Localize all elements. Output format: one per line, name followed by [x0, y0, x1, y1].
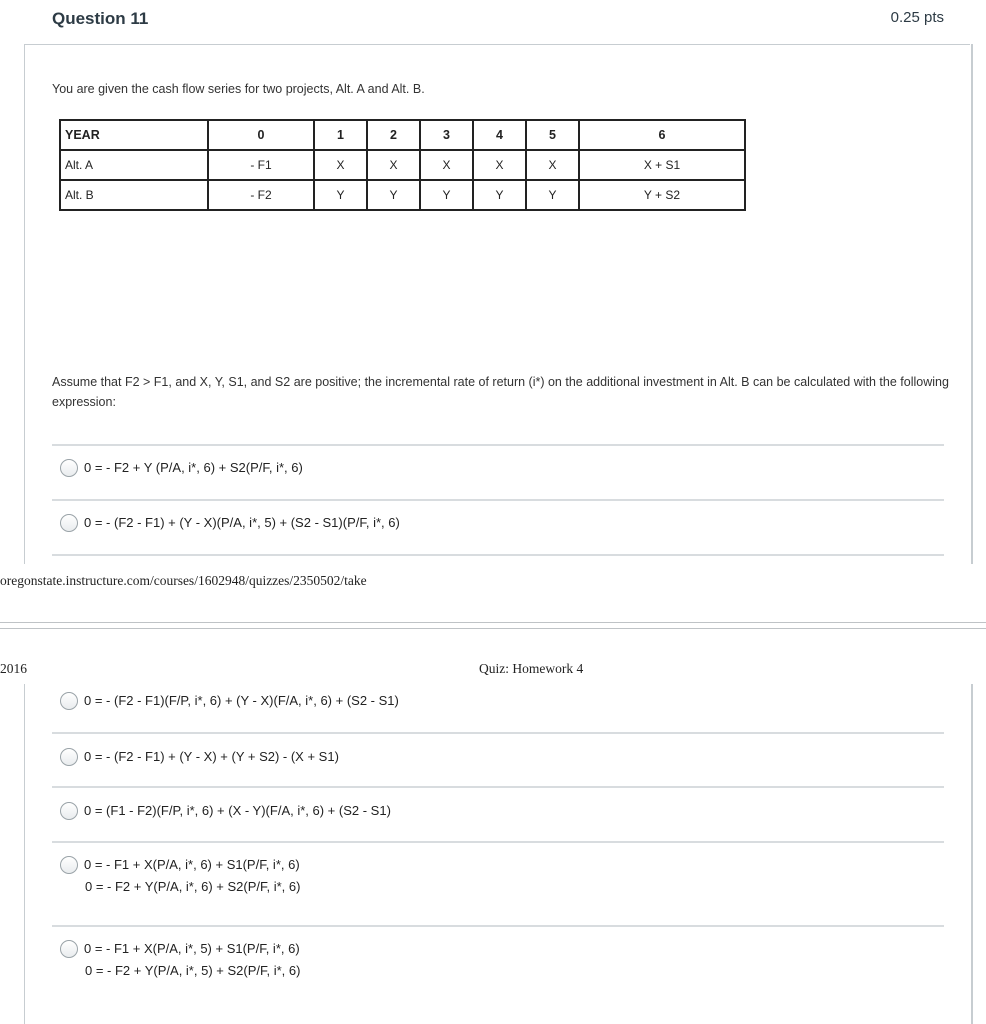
answer-option-4[interactable]: [60, 746, 339, 768]
table-header-cell: 3: [420, 120, 473, 150]
radio-button[interactable]: [60, 514, 78, 532]
answer-option-1[interactable]: [60, 457, 303, 479]
option-text: 0 = - F1 + X(P/A, i*, 5) + S1(P/F, i*, 6): [84, 941, 300, 956]
option-divider: [52, 732, 944, 734]
question-points: 0.25 pts: [890, 9, 944, 26]
table-cell: X: [420, 150, 473, 180]
print-quiz-title: Quiz: Homework 4: [479, 661, 584, 676]
radio-button[interactable]: [60, 856, 78, 874]
table-header-cell: 0: [208, 120, 314, 150]
radio-button[interactable]: [60, 459, 78, 477]
table-cell: Y: [314, 180, 367, 210]
radio-button[interactable]: [60, 940, 78, 958]
table-cell: X: [314, 150, 367, 180]
answer-option-3[interactable]: [60, 690, 399, 712]
table-header-cell: YEAR: [60, 120, 208, 150]
table-cell: X + S1: [579, 150, 745, 180]
radio-button[interactable]: [60, 802, 78, 820]
option-text: 0 = (F1 - F2)(F/P, i*, 6) + (X - Y)(F/A, i*, 6) + (S2 - S1): [84, 803, 391, 818]
table-header-cell: 1: [314, 120, 367, 150]
table-cell: Y: [526, 180, 579, 210]
table-cell: Alt. A: [60, 150, 208, 180]
table-header-cell: 5: [526, 120, 579, 150]
table-row-alt-b: [60, 180, 745, 210]
table-header-cell: 2: [367, 120, 420, 150]
page-break: [0, 622, 986, 629]
answer-option-2[interactable]: [60, 512, 400, 534]
option-divider: [52, 554, 944, 556]
print-year: 2016: [0, 661, 27, 676]
table-header-row: [60, 120, 745, 150]
option-divider: [52, 925, 944, 927]
table-cell: Y: [367, 180, 420, 210]
option-divider: [52, 841, 944, 843]
option-text-line-2: 0 = - F2 + Y(P/A, i*, 6) + S2(P/F, i*, 6): [85, 879, 301, 894]
answer-option-5[interactable]: [60, 800, 391, 822]
table-cell: X: [526, 150, 579, 180]
option-divider: [52, 499, 944, 501]
question-intro: You are given the cash flow series for two projects, Alt. A and Alt. B.: [52, 82, 425, 96]
option-divider: [52, 444, 944, 446]
question-assumption: Assume that F2 > F1, and X, Y, S1, and S2 are positive; the incremental rate of return (i*) on the additional investment in Alt. B can be calculated with the following expression:: [52, 375, 949, 409]
table-cell: X: [367, 150, 420, 180]
radio-button[interactable]: [60, 692, 78, 710]
table-header-cell: 6: [579, 120, 745, 150]
table-cell: X: [473, 150, 526, 180]
answer-option-6[interactable]: [60, 854, 300, 898]
table-cell: Y: [420, 180, 473, 210]
answer-option-7[interactable]: [60, 938, 300, 982]
option-text: 0 = - (F2 - F1) + (Y - X)(P/A, i*, 5) + (S2 - S1)(P/F, i*, 6): [84, 515, 400, 530]
table-cell: - F2: [208, 180, 314, 210]
table-cell: - F1: [208, 150, 314, 180]
table-row-alt-a: [60, 150, 745, 180]
option-text: 0 = - F1 + X(P/A, i*, 6) + S1(P/F, i*, 6): [84, 857, 300, 872]
radio-button[interactable]: [60, 748, 78, 766]
option-text: 0 = - (F2 - F1) + (Y - X) + (Y + S2) - (X + S1): [84, 749, 339, 764]
table-cell: Y + S2: [579, 180, 745, 210]
table-cell: Y: [473, 180, 526, 210]
cash-flow-table: [59, 119, 746, 211]
option-divider: [52, 786, 944, 788]
table-cell: Alt. B: [60, 180, 208, 210]
question-header: [24, 0, 970, 45]
option-text: 0 = - (F2 - F1)(F/P, i*, 6) + (Y - X)(F/A, i*, 6) + (S2 - S1): [84, 693, 399, 708]
question-title: Question 11: [52, 9, 149, 28]
option-text-line-2: 0 = - F2 + Y(P/A, i*, 5) + S2(P/F, i*, 6): [85, 963, 301, 978]
option-text: 0 = - F2 + Y (P/A, i*, 6) + S2(P/F, i*, 6): [84, 460, 303, 475]
print-url: oregonstate.instructure.com/courses/1602948/quizzes/2350502/take: [0, 573, 367, 588]
table-header-cell: 4: [473, 120, 526, 150]
